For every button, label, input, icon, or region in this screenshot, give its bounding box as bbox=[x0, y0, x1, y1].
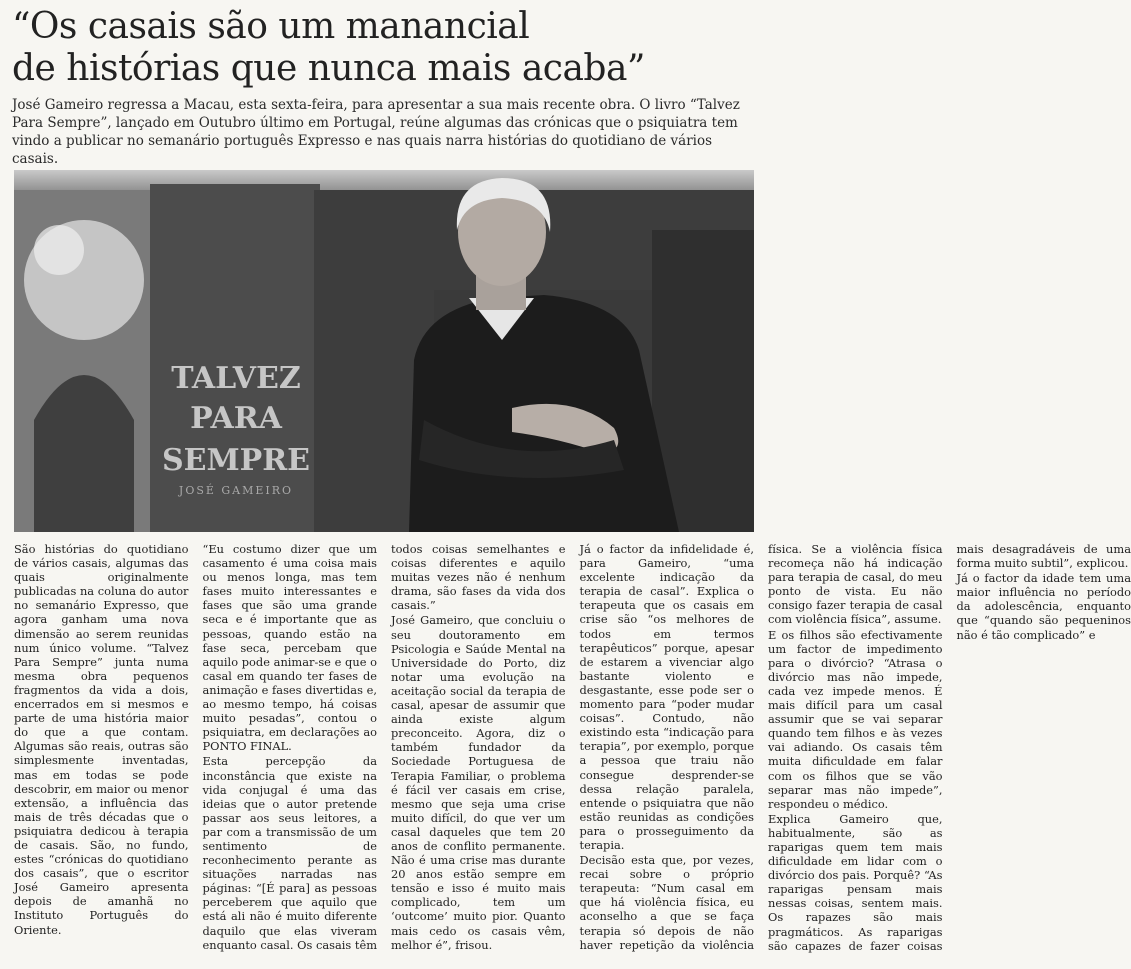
body-paragraph-3: Esta percepção da inconstância que existe na vida conjugal é uma das ideias que o autor pretende passar aos seus leitores, a par com a transmissão de um sentimento de reconhecimento perante as situações narradas nas páginas: “[É para] as pessoas perceberem que aquilo que está ali não é muito diferente daquilo que elas viveram enquanto casal. Os casais têm todos coisas semelhantes e coisas diferentes e aquilo muitas vezes não é nenhum drama, são fases da vida dos casais.” bbox=[202, 542, 566, 952]
headline-line-1: “Os casais são um manancial bbox=[12, 6, 530, 47]
headline bbox=[12, 6, 752, 90]
poster-author: JOSÉ GAMEIRO bbox=[178, 484, 294, 497]
body-paragraph-6: Decisão esta que, por vezes, recai sobre o próprio terapeuta: “Num casal em que há violência física, eu aconselho a que se faça terapia só depois de não haver repetição da violência física. Se a violência física recomeça não há indicação para terapia de casal, do meu ponto de vista. Eu não consigo fazer terapia de casal com violência física”, assume. bbox=[579, 542, 943, 952]
author-photo bbox=[14, 170, 754, 532]
body-paragraph-5: Já o factor da infidelidade é, para Gameiro, “uma excelente indicação da terapia de casal”. Explica o terapeuta que os casais em crise são “os melhores de todos em termos terapêuticos” porque, apesar de estarem a vivenciar algo bastante violento e desgastante, esse pode ser o momento para “poder mudar coisas”. Contudo, não existindo esta “indicação para terapia”, por exemplo, porque a pessoa que traiu não consegue desprender-se dessa relação paralela, entende o psiquiatra que não estão reunidas as condições para o prosseguimento da terapia. bbox=[579, 542, 754, 852]
headline-line-2: de histórias que nunca mais acaba” bbox=[12, 48, 645, 89]
poster-title-line-2: PARA bbox=[190, 401, 282, 436]
body-paragraph-9: Já o factor da idade tem uma maior influência no período da adolescência, enquanto que “quando são pequeninos não é tão complicado” e bbox=[956, 571, 1131, 642]
article-body bbox=[14, 542, 1131, 962]
lead-paragraph: José Gameiro regressa a Macau, esta sexta-feira, para apresentar a sua mais recente obra. O livro “Talvez Para Sempre”, lançado em Outubro último em Portugal, reúne algumas das crónicas que o psiquiatra tem vindo a publicar no semanário português Expresso e nas quais narra histórias do quotidiano de vários casais. bbox=[12, 97, 740, 167]
body-paragraph-2: “Eu costumo dizer que um casamento é uma coisa mais ou menos longa, mas tem fases muito interessantes e fases que são uma grande seca e é importante que as pessoas, quando estão na fase seca, percebam que aquilo pode animar-se e que o casal em quando ter fases de animação e fases divertidas e, ao mesmo tempo, há coisas muito pesadas”, contou o psiquiatra, em declarações ao PONTO FINAL. bbox=[202, 542, 377, 754]
body-paragraph-7: E os filhos são efectivamente um factor de impedimento para o divórcio? “Atrasa o divórcio mas não impede, cada vez impede menos. É mais difícil para um casal assumir que se vai separar quando tem filhos e às vezes vai adiando. Os casais têm muita dificuldade em falar com os filhos que se vão separar mas não impede”, respondeu o médico. bbox=[768, 627, 943, 811]
body-paragraph-1: São histórias do quotidiano de vários casais, algumas das quais originalmente publicadas na coluna do autor no semanário Expresso, que agora ganham uma nova dimensão ao serem reunidas num único volume. “Talvez Para Sempre” junta numa mesma obra pequenos fragmentos da vida a dois, encerrados em si mesmos e parte de uma história maior do que a que contam. Algumas são reais, outras são simplesmente inventadas, mas em todas se pode descobrir, em maior ou menor extensão, a influência das mais de três décadas que o psiquiatra dedicou à terapia de casais. São, no fundo, estes “crónicas do quotidiano dos casais”, que o escritor José Gameiro apresenta depois de amanhã no Instituto Português do Oriente. bbox=[14, 542, 189, 937]
poster-title-line-3: SEMPRE bbox=[161, 443, 311, 478]
body-paragraph-4: José Gameiro, que concluiu o seu doutoramento em Psicologia e Saúde Mental na Universidade do Porto, diz notar uma evolução na aceitação social da terapia de casal, apesar de assumir que ainda existe algum preconceito. Agora, diz o também fundador da Sociedade Portuguesa de Terapia Familiar, o problema é fácil ver casais em crise, mesmo que seja uma crise muito difícil, do que ver um casal daqueles que tem 20 anos de conflito permanente. Não é uma crise mas durante 20 anos estão sempre em tensão e isso é muito mais complicado, tem um ‘outcome’ muito pior. Quanto mais cedo os casais vêm, melhor é”, frisou. bbox=[391, 613, 566, 952]
body-paragraph-8: Explica Gameiro que, habitualmente, são as raparigas quem tem mais dificuldade em lidar com o divórcio dos pais. Porquê? “As raparigas pensam mais nessas coisas, sentem mais. Os rapazes são mais pragmáticos. As raparigas são capazes de fazer coisas mais desagradáveis de uma forma muito subtil”, explicou. bbox=[768, 542, 1131, 953]
poster-title-line-1: TALVEZ bbox=[171, 361, 301, 396]
